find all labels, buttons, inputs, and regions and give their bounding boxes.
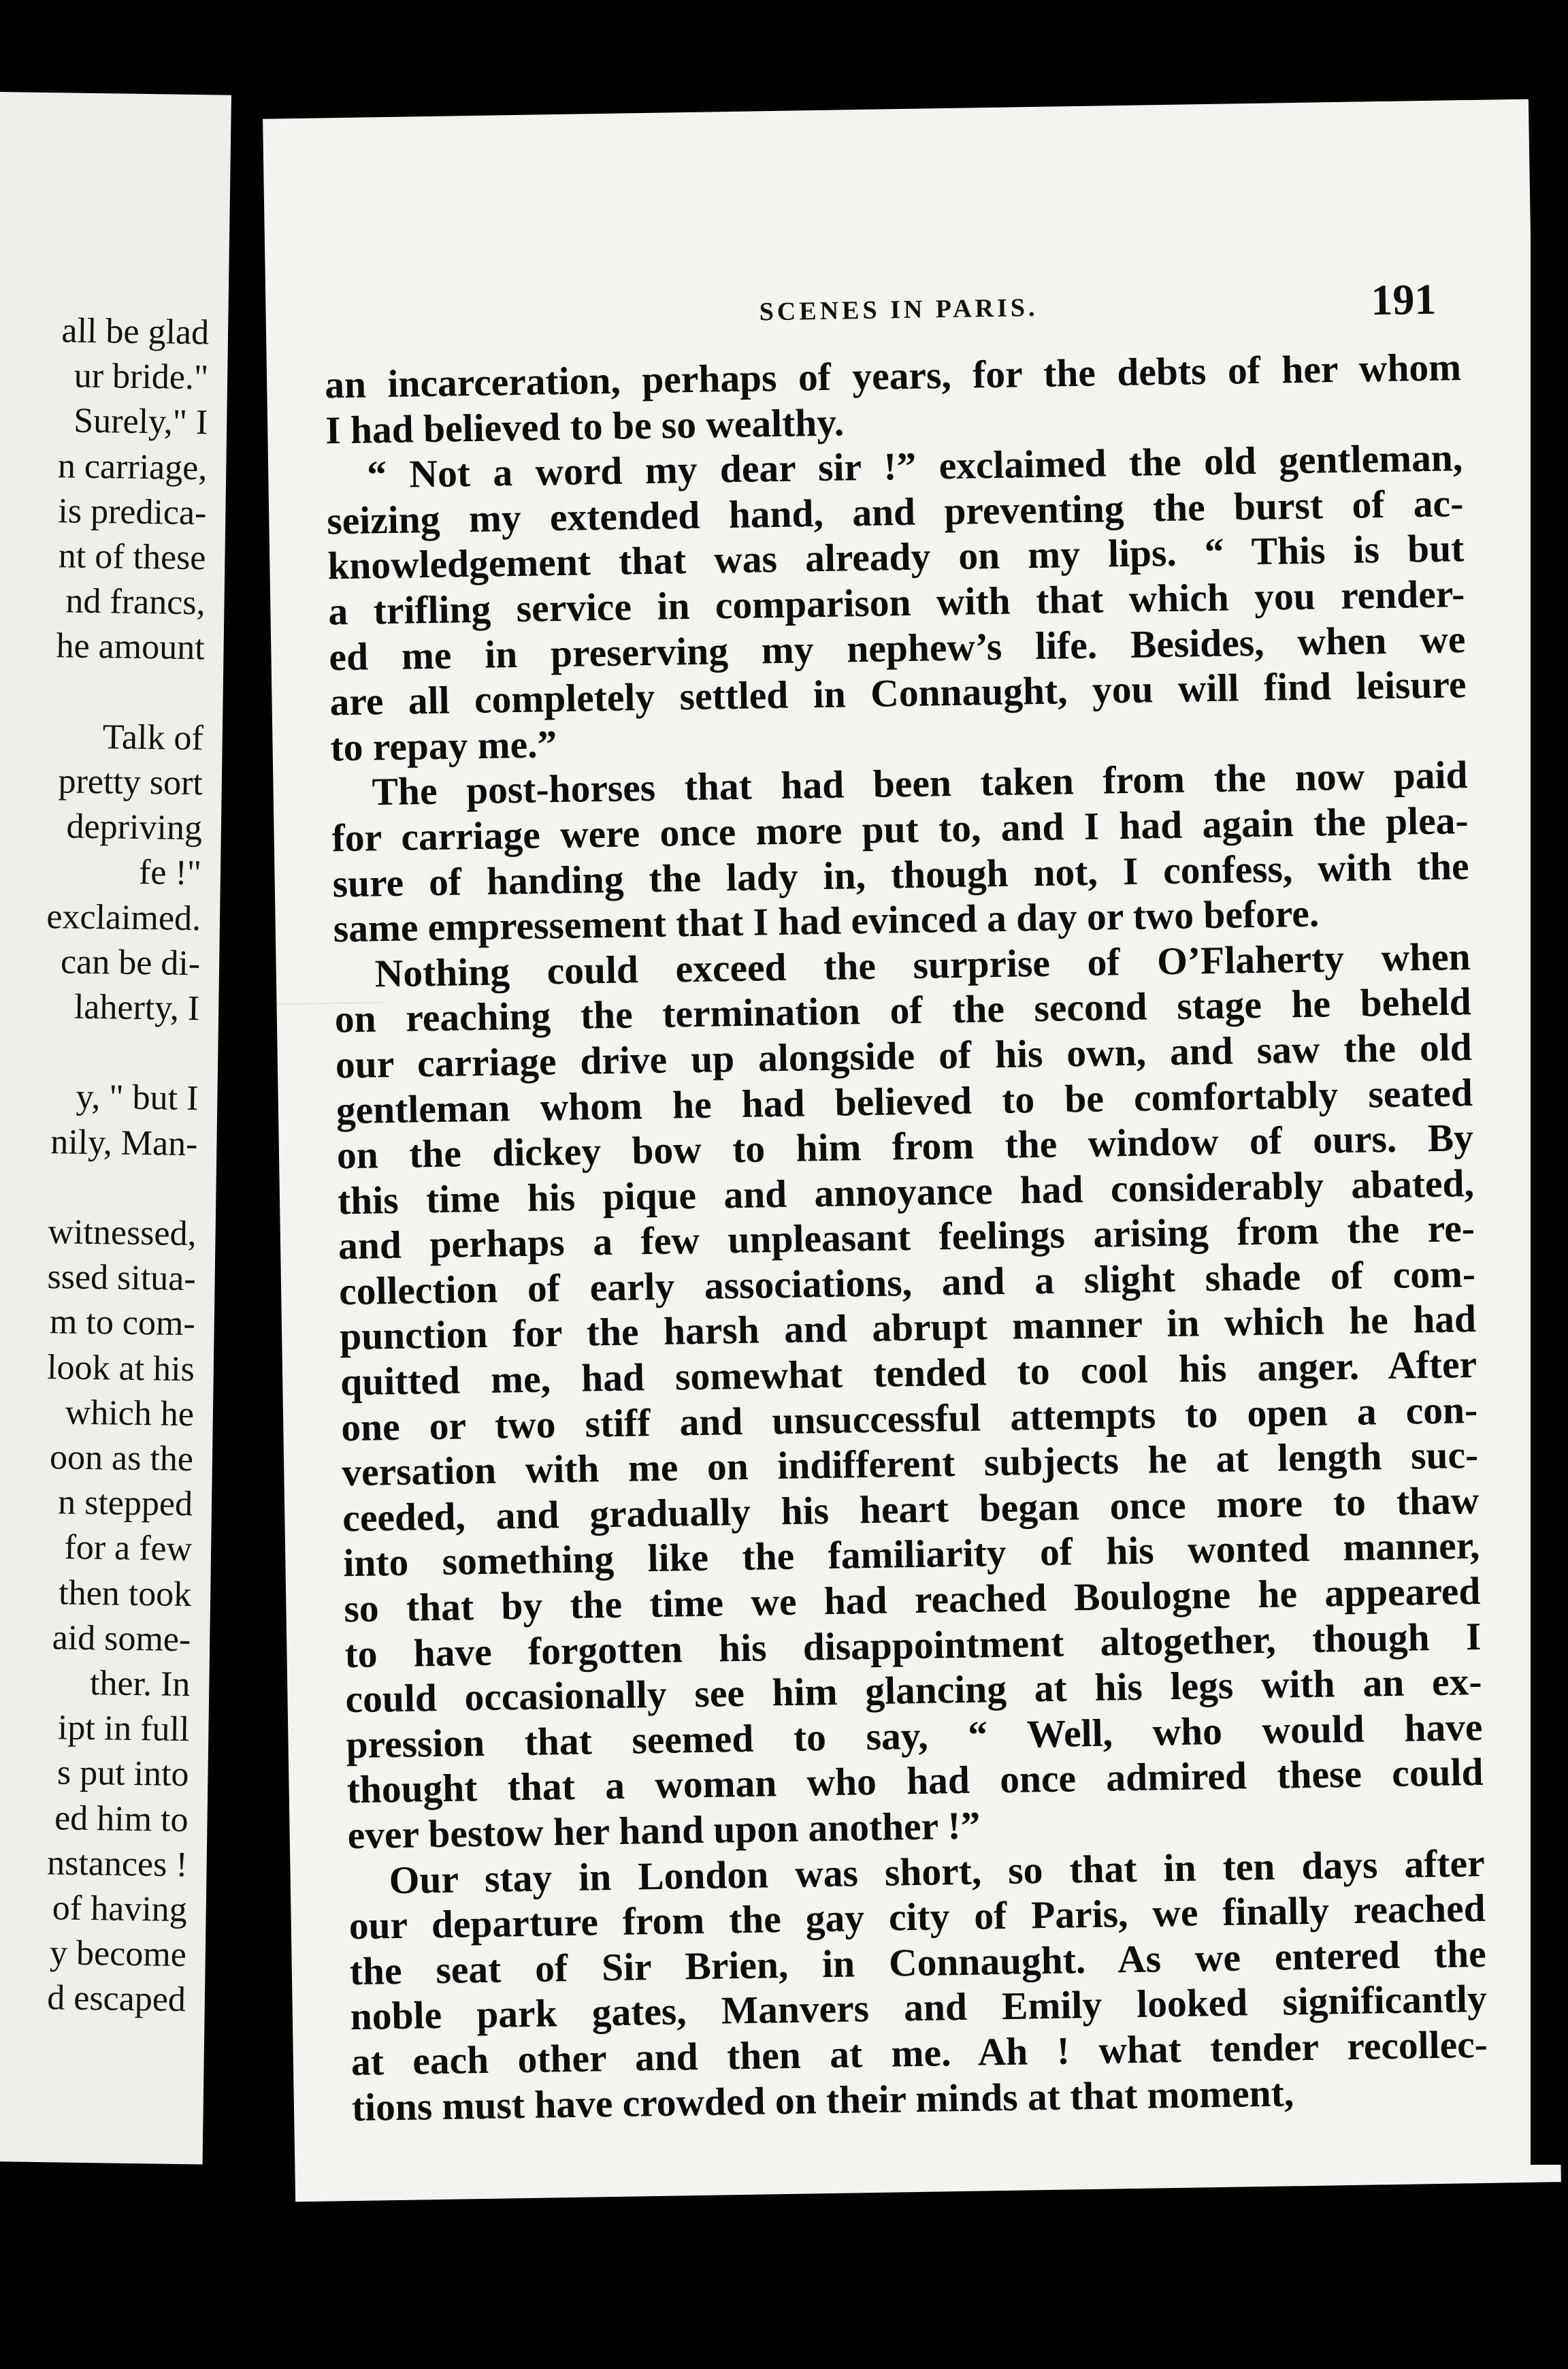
text-line: versation with me on indifferent subjects he at length suc- xyxy=(341,1434,1479,1495)
text-line: “ Not a word my dear sir !” exclaimed the old gentleman, xyxy=(366,436,1463,497)
text-line: at each other and then at me. Ah ! what tender recollec- xyxy=(350,2022,1488,2084)
left-page-line: can be di- xyxy=(60,942,201,984)
left-page-line: ther. In xyxy=(89,1664,191,1705)
left-page-line: fe !" xyxy=(138,853,202,893)
text-line: the seat of Sir Brien, in Connaught. As we entered the xyxy=(349,1932,1487,1993)
text-line: could occasionally see him glancing at his legs with an ex- xyxy=(345,1660,1482,1722)
left-page-line: ssed situa- xyxy=(47,1257,197,1299)
left-page-line: exclaimed. xyxy=(46,897,201,938)
left-page-line: nd francs, xyxy=(65,581,206,623)
left-page-line: s put into xyxy=(56,1753,189,1794)
left-page-line: is predica- xyxy=(58,491,207,533)
left-page-line: Talk of xyxy=(102,717,204,758)
left-page-line: of having xyxy=(52,1888,188,1930)
left-page-line: which he xyxy=(65,1393,195,1434)
text-line: gentleman whom he had believed to be comfortably seated xyxy=(336,1071,1473,1132)
book-page xyxy=(263,99,1561,2202)
text-line: to repay me.” xyxy=(330,722,557,770)
text-line: to have forgotten his disappointment altogether, though I xyxy=(344,1615,1482,1676)
page-edge-shadow xyxy=(1531,123,1568,2165)
text-line: our departure from the gay city of Paris, we finally reached xyxy=(348,1887,1486,1948)
text-line: an incarceration, perhaps of years, for the debts of her whom xyxy=(324,346,1462,407)
left-page-line: he amount xyxy=(56,626,206,668)
text-line: ed me in preserving my nephew’s life. Besides, when we xyxy=(329,617,1466,679)
text-line: same empressement that I had evinced a day or two before. xyxy=(333,892,1320,951)
text-line: Our stay in London was short, so that in ten days after xyxy=(389,1841,1486,1902)
left-page-line: oon as the xyxy=(49,1438,194,1479)
text-line: for carriage were once more put to, and I had again the plea- xyxy=(331,799,1469,860)
paragraph xyxy=(331,753,1470,952)
page-number: 191 xyxy=(1370,274,1437,325)
text-line: into something like the familiarity of his wonted manner, xyxy=(342,1524,1480,1585)
running-head: SCENES IN PARIS. xyxy=(759,293,1039,327)
text-line: pression that seemed to say, “ Well, who would have xyxy=(346,1705,1483,1767)
left-page-line: Surely," I xyxy=(73,401,208,442)
paragraph xyxy=(326,436,1467,771)
text-line: one or two stiff and unsuccessful attempts to open a con- xyxy=(340,1388,1478,1449)
text-line: are all completely settled in Connaught, you will find leisure xyxy=(329,663,1467,724)
text-line: thought that a woman who had once admired these could xyxy=(346,1751,1484,1812)
left-page-line: nily, Man- xyxy=(50,1122,198,1163)
body-text xyxy=(325,345,1489,2131)
page-header xyxy=(293,273,1505,353)
paragraph xyxy=(348,1841,1488,2131)
text-line: The post-horses that had been taken from the now paid xyxy=(372,754,1468,814)
text-line: on the dickey bow to him from the window of ours. By xyxy=(336,1116,1474,1178)
text-line: and perhaps a few unpleasant feelings arising from the re- xyxy=(338,1207,1475,1268)
text-line: I had believed to be so wealthy. xyxy=(325,401,845,452)
left-page-line: nt of these xyxy=(58,536,206,578)
left-page-line: look at his xyxy=(46,1347,195,1389)
text-line: ever bestow her hand upon another !” xyxy=(347,1804,981,1858)
left-page-line: ed him to xyxy=(54,1798,189,1839)
text-line: sure of handing the lady in, though not, I confess, with the xyxy=(332,844,1470,905)
left-page-line: d escaped xyxy=(46,1978,186,2020)
left-page-line: all be glad xyxy=(61,311,210,353)
left-page-line: y, " but I xyxy=(76,1078,199,1118)
left-page-line: aid some- xyxy=(52,1618,191,1659)
text-line: this time his pique and annoyance had considerably abated, xyxy=(337,1161,1475,1223)
text-line: so that by the time we had reached Boulogne he appeared xyxy=(343,1569,1481,1631)
text-line: collection of early associations, and a slight shade of com- xyxy=(338,1252,1476,1314)
left-page-line: laherty, I xyxy=(74,987,200,1029)
text-line: on reaching the termination of the second stage he beheld xyxy=(334,980,1472,1042)
left-page-line: ur bride." xyxy=(74,356,209,398)
paragraph xyxy=(325,345,1463,453)
paragraph xyxy=(333,935,1484,1859)
left-page-line: n stepped xyxy=(57,1483,193,1524)
text-line: noble park gates, Manvers and Emily looked significantly xyxy=(350,1978,1488,2039)
page-gutter xyxy=(231,82,272,2212)
left-page-line: ipt in full xyxy=(57,1708,190,1750)
left-page-line: witnessed, xyxy=(48,1212,197,1254)
left-page-line: y become xyxy=(49,1933,187,1975)
text-line: punction for the harsh and abrupt manner in which he had xyxy=(339,1298,1477,1359)
text-line: tions must have crowded on their minds at that moment, xyxy=(351,2071,1294,2129)
left-page-line: m to com- xyxy=(49,1302,196,1344)
left-page-line: then took xyxy=(58,1573,192,1614)
text-line: quitted me, had somewhat tended to cool his anger. After xyxy=(340,1343,1477,1404)
text-line: seizing my extended hand, and preventing the burst of ac- xyxy=(326,481,1464,543)
text-line: ceeded, and gradually his heart began once more to thaw xyxy=(342,1479,1480,1541)
left-page-fragment xyxy=(0,92,231,2164)
text-line: our carriage drive up alongside of his own, and saw the old xyxy=(335,1025,1473,1087)
left-page-line: for a few xyxy=(64,1528,193,1569)
text-line: a trifling service in comparison with that which you render- xyxy=(327,573,1465,634)
left-page-line: depriving xyxy=(66,807,203,848)
left-page-line: pretty sort xyxy=(58,762,203,803)
left-page-line: nstances ! xyxy=(46,1843,189,1884)
text-line: Nothing could exceed the surprise of O’Flaherty when xyxy=(374,935,1471,996)
text-line: knowledgement that was already on my lips. “ This is but xyxy=(327,527,1465,588)
left-page-line: n carriage, xyxy=(57,446,208,487)
